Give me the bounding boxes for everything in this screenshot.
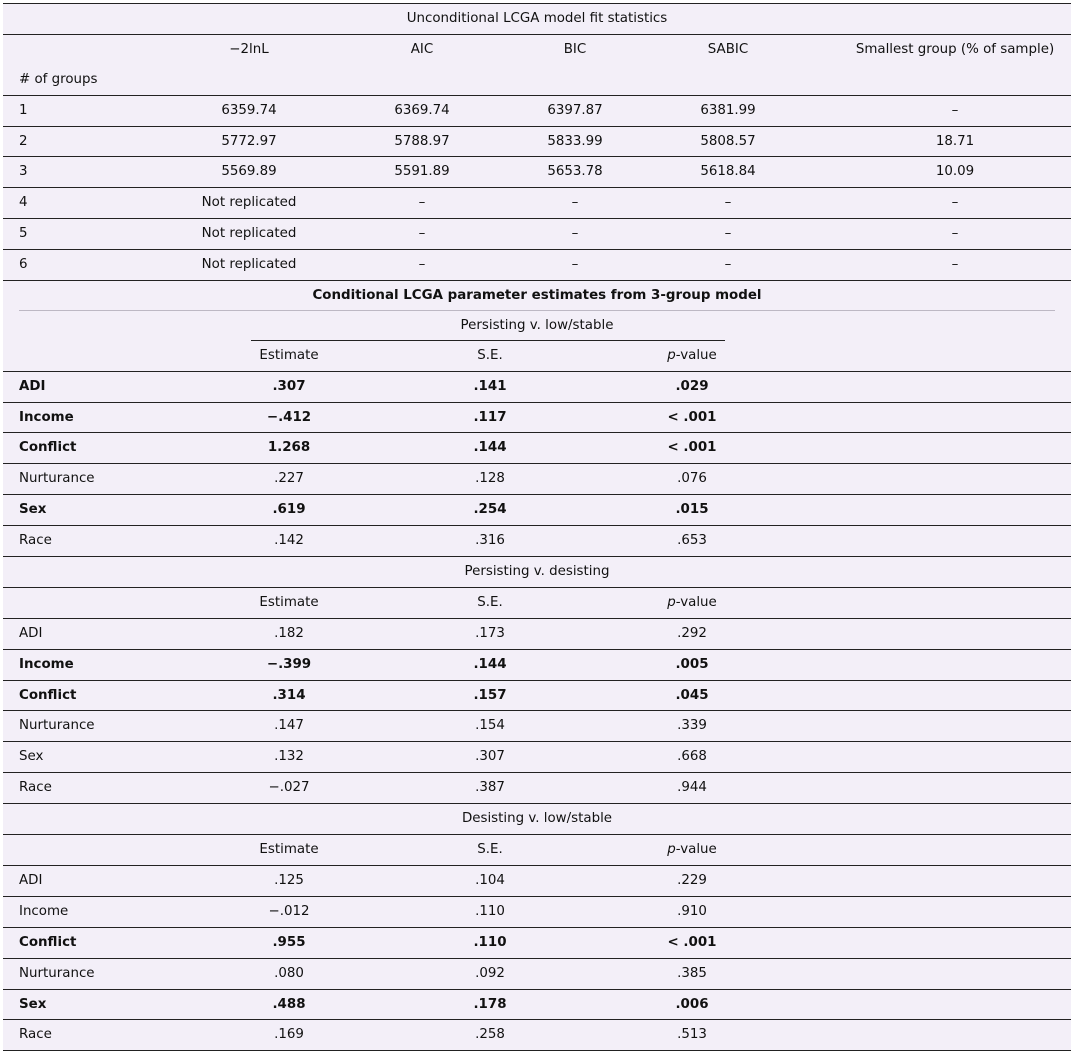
se-value: .157 bbox=[473, 687, 507, 703]
p-value: .385 bbox=[677, 965, 707, 981]
table-row bbox=[3, 402, 1071, 433]
header-se: S.E. bbox=[477, 842, 503, 858]
predictor-label: Conflict bbox=[19, 934, 77, 950]
conditional-title: Conditional LCGA parameter estimates from 3-group model bbox=[312, 288, 762, 304]
predictor-label: Sex bbox=[19, 996, 47, 1012]
table-row bbox=[3, 126, 1071, 157]
se-value: .110 bbox=[473, 934, 507, 950]
predictor-label: Race bbox=[19, 1027, 52, 1043]
header-p-rest: -value bbox=[675, 347, 717, 363]
smallest-group-value: – bbox=[951, 102, 959, 118]
neg2lnl-value: Not replicated bbox=[201, 195, 297, 211]
neg2lnl-value: Not replicated bbox=[201, 257, 297, 273]
header-p-rest: -value bbox=[675, 842, 717, 858]
p-value: .076 bbox=[677, 471, 707, 487]
se-value: .154 bbox=[475, 718, 505, 734]
aic-value: 6369.74 bbox=[394, 102, 450, 118]
estimate-value: −.012 bbox=[268, 903, 310, 919]
estimate-value: −.399 bbox=[266, 656, 312, 672]
header-sabic: SABIC bbox=[707, 41, 749, 57]
se-value: .117 bbox=[473, 409, 507, 425]
p-value: < .001 bbox=[667, 440, 717, 456]
table-row bbox=[3, 371, 1071, 402]
table-row bbox=[3, 249, 1071, 280]
p-value: < .001 bbox=[667, 409, 717, 425]
predictor-label: Sex bbox=[19, 502, 47, 518]
sabic-value: – bbox=[724, 195, 732, 211]
p-value: .015 bbox=[675, 502, 709, 518]
table-row bbox=[3, 95, 1071, 126]
p-value: .005 bbox=[675, 656, 709, 672]
se-value: .144 bbox=[473, 656, 507, 672]
sabic-value: 5808.57 bbox=[700, 133, 756, 149]
p-value: < .001 bbox=[667, 934, 717, 950]
table-row bbox=[3, 741, 1071, 772]
estimate-value: .125 bbox=[274, 872, 304, 888]
predictor-label: Income bbox=[19, 656, 74, 672]
header-aic: AIC bbox=[410, 41, 434, 57]
header-se: S.E. bbox=[477, 594, 503, 610]
p-value: .668 bbox=[677, 749, 707, 765]
unconditional-title-row bbox=[3, 4, 1071, 34]
comparison-header-row bbox=[3, 834, 1071, 865]
table-row bbox=[3, 865, 1071, 896]
group-count: 5 bbox=[19, 226, 28, 242]
header-p-italic: p bbox=[667, 347, 676, 363]
predictor-label: Conflict bbox=[19, 440, 77, 456]
groups-label: # of groups bbox=[19, 71, 98, 87]
header-estimate: Estimate bbox=[259, 594, 319, 610]
estimate-value: .147 bbox=[274, 718, 304, 734]
header-p-italic: p bbox=[667, 594, 676, 610]
estimate-value: .227 bbox=[274, 471, 304, 487]
predictor-label: ADI bbox=[19, 625, 43, 641]
smallest-group-value: – bbox=[951, 226, 959, 242]
bic-value: 5833.99 bbox=[547, 133, 603, 149]
predictor-label: Conflict bbox=[19, 687, 77, 703]
table-row bbox=[3, 156, 1071, 187]
table-row bbox=[3, 618, 1071, 649]
conditional-blocks bbox=[3, 311, 1071, 1050]
unconditional-header-row bbox=[3, 34, 1071, 65]
conditional-title-row bbox=[3, 280, 1071, 311]
se-value: .110 bbox=[475, 903, 505, 919]
table-row bbox=[3, 989, 1071, 1020]
estimate-value: .488 bbox=[272, 996, 306, 1012]
bic-value: – bbox=[571, 195, 579, 211]
header-p-value bbox=[642, 588, 742, 618]
neg2lnl-value: 6359.74 bbox=[221, 102, 277, 118]
estimate-value: .142 bbox=[274, 533, 304, 549]
table-row bbox=[3, 680, 1071, 711]
sabic-value: 6381.99 bbox=[700, 102, 756, 118]
header-p-rest: -value bbox=[675, 594, 717, 610]
estimate-value: .314 bbox=[272, 687, 306, 703]
table-row bbox=[3, 958, 1071, 989]
comparison-header-row bbox=[3, 587, 1071, 618]
unconditional-title: Unconditional LCGA model fit statistics bbox=[406, 11, 668, 26]
group-count: 1 bbox=[19, 102, 28, 118]
predictor-label: Nurturance bbox=[19, 965, 95, 981]
p-value: .910 bbox=[677, 903, 707, 919]
table-row bbox=[3, 1019, 1071, 1050]
group-count: 6 bbox=[19, 257, 28, 273]
header-bic: BIC bbox=[563, 41, 587, 57]
comparison-title-row bbox=[3, 311, 1071, 341]
group-count: 3 bbox=[19, 164, 28, 180]
sabic-value: – bbox=[724, 257, 732, 273]
predictor-label: Sex bbox=[19, 749, 44, 765]
group-count: 4 bbox=[19, 195, 28, 211]
se-value: .387 bbox=[475, 780, 505, 796]
se-value: .258 bbox=[475, 1027, 505, 1043]
table-row bbox=[3, 463, 1071, 494]
se-value: .104 bbox=[475, 872, 505, 888]
header-smallest-group: Smallest group (% of sample) bbox=[855, 41, 1055, 57]
smallest-group-value: – bbox=[951, 195, 959, 211]
neg2lnl-value: Not replicated bbox=[201, 226, 297, 242]
se-value: .144 bbox=[473, 440, 507, 456]
predictor-label: Nurturance bbox=[19, 471, 95, 487]
comparison-title: Persisting v. desisting bbox=[464, 564, 610, 580]
p-value: .944 bbox=[677, 780, 707, 796]
header-se: S.E. bbox=[477, 347, 503, 363]
predictor-label: Income bbox=[19, 903, 69, 919]
estimate-value: .169 bbox=[274, 1027, 304, 1043]
p-value: .045 bbox=[675, 687, 709, 703]
predictor-label: Nurturance bbox=[19, 718, 95, 734]
aic-value: – bbox=[418, 257, 426, 273]
bic-value: – bbox=[571, 226, 579, 242]
results-table bbox=[3, 3, 1071, 1051]
p-value: .229 bbox=[677, 872, 707, 888]
bic-value: – bbox=[571, 257, 579, 273]
estimate-value: .955 bbox=[272, 934, 306, 950]
header-estimate: Estimate bbox=[259, 842, 319, 858]
table-row bbox=[3, 772, 1071, 803]
smallest-group-value: 18.71 bbox=[935, 133, 975, 149]
header-p-value bbox=[642, 835, 742, 865]
se-value: .092 bbox=[475, 965, 505, 981]
table-row bbox=[3, 649, 1071, 680]
se-value: .307 bbox=[475, 749, 505, 765]
predictor-label: Race bbox=[19, 780, 52, 796]
header-p-italic: p bbox=[667, 842, 676, 858]
estimate-value: .307 bbox=[272, 378, 306, 394]
estimate-value: −.412 bbox=[266, 409, 312, 425]
table-row bbox=[3, 494, 1071, 525]
comparison-header-row bbox=[3, 341, 1071, 371]
aic-value: – bbox=[418, 195, 426, 211]
smallest-group-value: – bbox=[951, 257, 959, 273]
table-row bbox=[3, 710, 1071, 741]
p-value: .006 bbox=[675, 996, 709, 1012]
se-value: .173 bbox=[475, 625, 505, 641]
predictor-label: ADI bbox=[19, 872, 43, 888]
predictor-label: Race bbox=[19, 533, 52, 549]
p-value: .513 bbox=[677, 1027, 707, 1043]
estimate-value: .132 bbox=[274, 749, 304, 765]
se-value: .141 bbox=[473, 378, 507, 394]
table-row bbox=[3, 187, 1071, 218]
sabic-value: 5618.84 bbox=[700, 164, 756, 180]
group-count: 2 bbox=[19, 133, 28, 149]
comparison-title-row bbox=[3, 803, 1071, 834]
p-value: .292 bbox=[677, 625, 707, 641]
comparison-title: Desisting v. low/stable bbox=[461, 811, 613, 827]
aic-value: 5591.89 bbox=[394, 164, 450, 180]
p-value: .653 bbox=[677, 533, 707, 549]
se-value: .254 bbox=[473, 502, 507, 518]
p-value: .339 bbox=[677, 718, 707, 734]
aic-value: 5788.97 bbox=[394, 133, 450, 149]
table-row bbox=[3, 525, 1071, 556]
aic-value: – bbox=[418, 226, 426, 242]
neg2lnl-value: 5569.89 bbox=[221, 164, 277, 180]
table-row bbox=[3, 927, 1071, 958]
header-estimate: Estimate bbox=[259, 347, 319, 363]
estimate-value: .619 bbox=[272, 502, 306, 518]
table-row bbox=[3, 218, 1071, 249]
se-value: .178 bbox=[473, 996, 507, 1012]
p-value: .029 bbox=[675, 378, 709, 394]
comparison-title: Persisting v. low/stable bbox=[460, 317, 614, 333]
estimate-value: −.027 bbox=[268, 780, 310, 796]
se-value: .316 bbox=[475, 533, 505, 549]
comparison-title-row bbox=[3, 556, 1071, 587]
estimate-value: .182 bbox=[274, 625, 304, 641]
header-neg2lnl: −2lnL bbox=[229, 41, 269, 57]
table-row bbox=[3, 432, 1071, 463]
neg2lnl-value: 5772.97 bbox=[221, 133, 277, 149]
estimate-value: .080 bbox=[274, 965, 304, 981]
header-p-value bbox=[642, 341, 742, 371]
predictor-label: Income bbox=[19, 409, 74, 425]
sabic-value: – bbox=[724, 226, 732, 242]
estimate-value: 1.268 bbox=[267, 440, 311, 456]
unconditional-rows bbox=[3, 95, 1071, 280]
predictor-label: ADI bbox=[19, 378, 46, 394]
se-value: .128 bbox=[475, 471, 505, 487]
smallest-group-value: 10.09 bbox=[935, 164, 975, 180]
bic-value: 5653.78 bbox=[547, 164, 603, 180]
bic-value: 6397.87 bbox=[547, 102, 603, 118]
groups-label-row bbox=[3, 65, 1071, 95]
table-row bbox=[3, 896, 1071, 927]
